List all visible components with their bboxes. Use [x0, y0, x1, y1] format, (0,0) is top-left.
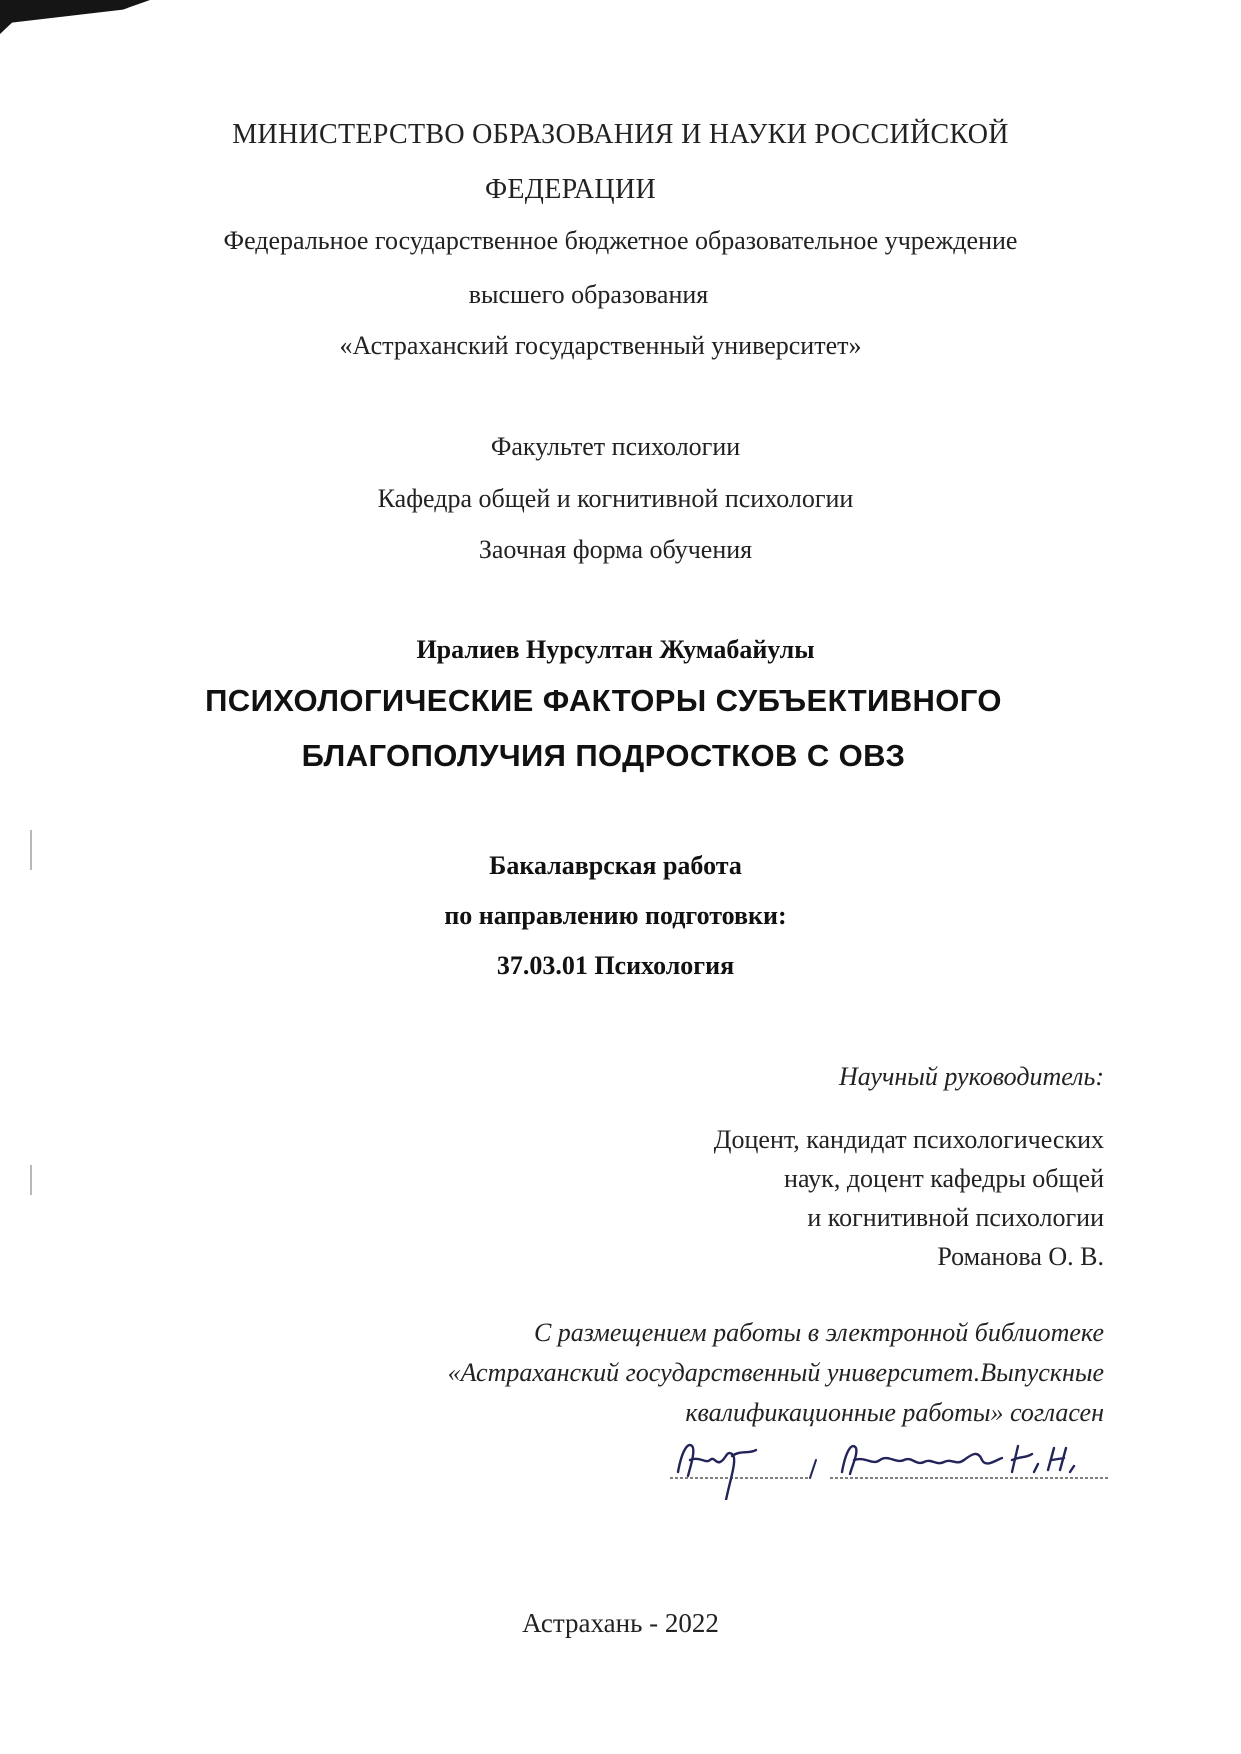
ministry-line-2: ФЕДЕРАЦИИ	[484, 174, 656, 205]
institution-line-2: высшего образования	[468, 280, 709, 309]
work-type: Бакалаврская работа	[489, 851, 742, 880]
supervisor-line-3: и когнитивной психологии	[807, 1203, 1104, 1232]
supervisor-line-2: наук, доцент кафедры общей	[784, 1164, 1104, 1193]
author-name: Иралиев Нурсултан Жумабайулы	[416, 635, 815, 664]
consent-line-3: квалификационные работы» согласен	[685, 1398, 1104, 1427]
faculty-name: Факультет психологии	[490, 432, 741, 461]
consent-line-2: «Астраханский государственный университет.Выпускные	[447, 1358, 1104, 1387]
direction-code: 37.03.01 Психология	[496, 951, 735, 980]
supervisor-heading: Научный руководитель:	[838, 1062, 1104, 1091]
university-name: «Астраханский государственный университет»	[339, 331, 862, 360]
study-form: Заочная форма обучения	[478, 535, 753, 564]
scan-edge-mark	[30, 1165, 32, 1195]
supervisor-name: Романова О. В.	[937, 1242, 1104, 1271]
signature-area	[660, 1420, 1120, 1500]
direction-label: по направлению подготовки:	[444, 901, 787, 930]
chair-name: Кафедра общей и когнитивной психологии	[377, 484, 854, 513]
city-year: Астрахань - 2022	[522, 1608, 719, 1638]
supervisor-line-1: Доцент, кандидат психологических	[713, 1125, 1104, 1154]
thesis-title-line-1: ПСИХОЛОГИЧЕСКИЕ ФАКТОРЫ СУБЪЕКТИВНОГО	[205, 683, 1002, 718]
thesis-title-line-2: БЛАГОПОЛУЧИЯ ПОДРОСТКОВ С ОВЗ	[301, 738, 906, 773]
institution-line-1: Федеральное государственное бюджетное образовательное учреждение	[223, 226, 1018, 255]
handwritten-signature	[660, 1420, 1120, 1500]
consent-line-1: С размещением работы в электронной библиотеке	[533, 1318, 1104, 1347]
ministry-line-1: МИНИСТЕРСТВО ОБРАЗОВАНИЯ И НАУКИ РОССИЙСКОЙ	[232, 119, 1009, 150]
